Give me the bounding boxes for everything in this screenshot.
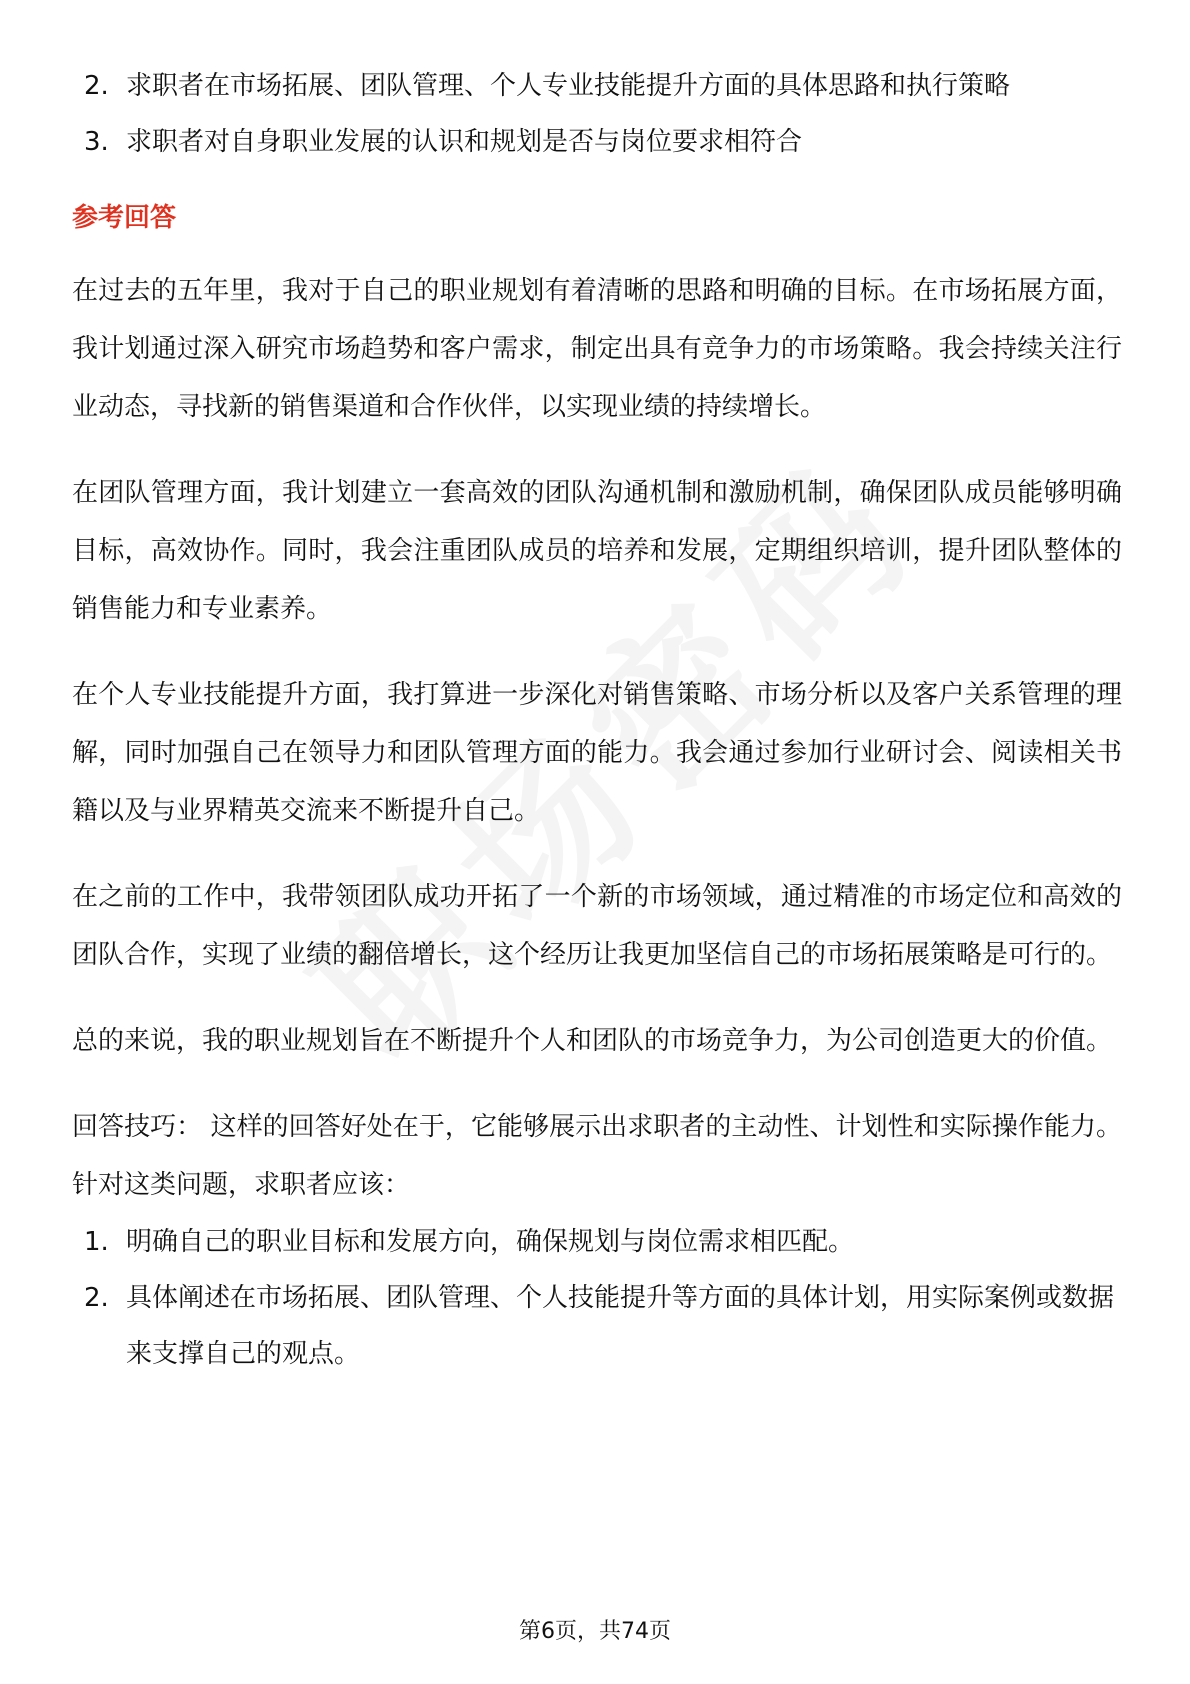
criteria-list	[72, 58, 1122, 170]
answer-tips-paragraph: 回答技巧： 这样的回答好处在于，它能够展示出求职者的主动性、计划性和实际操作能力。针对这类问题，求职者应该：	[72, 1112, 1122, 1200]
list-item-text: 明确自己的职业目标和发展方向，确保规划与岗位需求相匹配。	[126, 1227, 855, 1257]
list-item-text: 求职者在市场拓展、团队管理、个人专业技能提升方面的具体思路和执行策略	[126, 71, 1011, 101]
paragraph: 在团队管理方面，我计划建立一套高效的团队沟通机制和激励机制，确保团队成员能够明确目标，高效协作。同时，我会注重团队成员的培养和发展，定期组织培训，提升团队整体的销售能力和专业素养。	[72, 478, 1122, 624]
list-item	[72, 1214, 1122, 1270]
list-item-number: 2.	[84, 1283, 109, 1313]
list-item-number: 3.	[84, 127, 109, 157]
list-item-number: 2.	[84, 71, 109, 101]
section-title: 参考回答	[72, 203, 177, 233]
page-content	[72, 58, 1122, 1382]
list-item	[72, 58, 1122, 114]
list-item	[72, 114, 1122, 170]
paragraph: 在之前的工作中，我带领团队成功开拓了一个新的市场领域，通过精准的市场定位和高效的团队合作，实现了业绩的翻倍增长，这个经历让我更加坚信自己的市场拓展策略是可行的。	[72, 882, 1122, 970]
list-item-text: 求职者对自身职业发展的认识和规划是否与岗位要求相符合	[126, 127, 803, 157]
list-item-number: 1.	[84, 1227, 109, 1257]
paragraph: 总的来说，我的职业规划旨在不断提升个人和团队的市场竞争力，为公司创造更大的价值。	[72, 1026, 1113, 1056]
paragraph: 在过去的五年里，我对于自己的职业规划有着清晰的思路和明确的目标。在市场拓展方面，我计划通过深入研究市场趋势和客户需求，制定出具有竞争力的市场策略。我会持续关注行业动态，寻找新的销售渠道和合作伙伴，以实现业绩的持续增长。	[72, 276, 1122, 422]
tips-list	[72, 1214, 1122, 1382]
list-item	[72, 1270, 1122, 1382]
page-number-footer: 第6页，共74页	[519, 1619, 671, 1644]
list-item-text: 具体阐述在市场拓展、团队管理、个人技能提升等方面的具体计划，用实际案例或数据来支撑自己的观点。	[126, 1283, 1115, 1369]
paragraph: 在个人专业技能提升方面，我打算进一步深化对销售策略、市场分析以及客户关系管理的理解，同时加强自己在领导力和团队管理方面的能力。我会通过参加行业研讨会、阅读相关书籍以及与业界精英交流来不断提升自己。	[72, 680, 1122, 826]
